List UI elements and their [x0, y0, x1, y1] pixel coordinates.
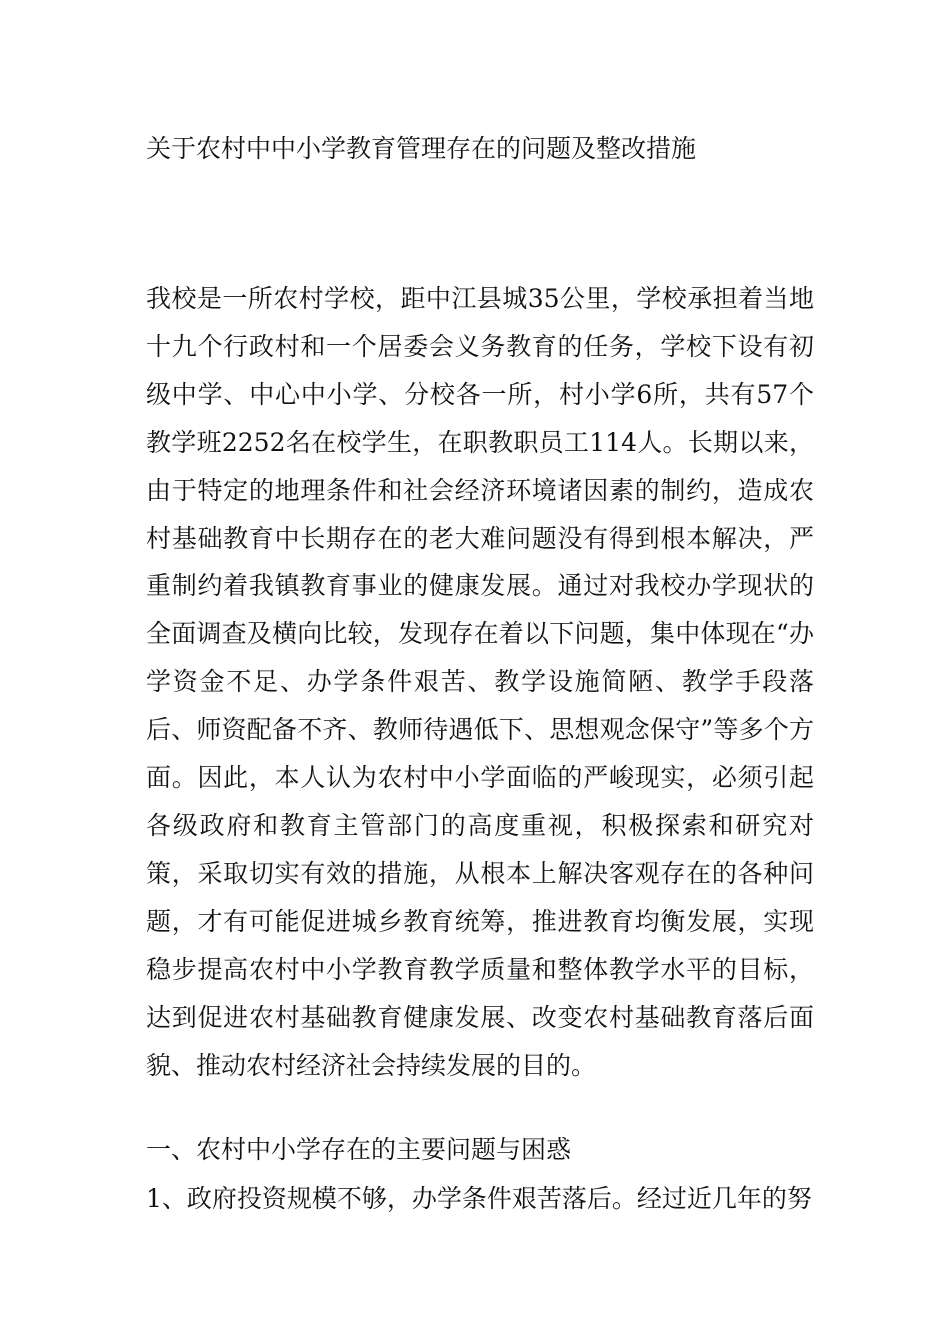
document-title: 关于农村中中小学教育管理存在的问题及整改措施	[146, 134, 697, 163]
intro-paragraph: 我校是一所农村学校，距中江县城35公里，学校承担着当地十九个行政村和一个居委会义务教育的任务，学校下设有初级中学、中心中小学、分校各一所，村小学6所，共有57个教学班2252名在校学生，在职教职员工114人。长期以来，由于特定的地理条件和社会经济环境诸因素的制约，造成农村基础教育中长期存在的老大难问题没有得到根本解决，严重制约着我镇教育事业的健康发展。通过对我校办学现状的全面调查及横向比较，发现存在着以下问题，集中体现在“办学资金不足、办学条件艰苦、教学设施简陋、教学手段落后、师资配备不齐、教师待遇低下、思想观念保守”等多个方面。因此，本人认为农村中小学面临的严峻现实，必须引起各级政府和教育主管部门的高度重视，积极探索和研究对策，采取切实有效的措施，从根本上解决客观存在的各种问题，才有可能促进城乡教育统筹，推进教育均衡发展，实现稳步提高农村中小学教育教学质量和整体教学水平的目标，达到促进农村基础教育健康发展、改变农村基础教育落后面貌、推动农村经济社会持续发展的目的。	[146, 284, 814, 1080]
subsection-line: 1、政府投资规模不够，办学条件艰苦落后。经过近几年的努	[146, 1184, 812, 1213]
section-heading: 一、农村中小学存在的主要问题与困惑	[146, 1135, 572, 1164]
